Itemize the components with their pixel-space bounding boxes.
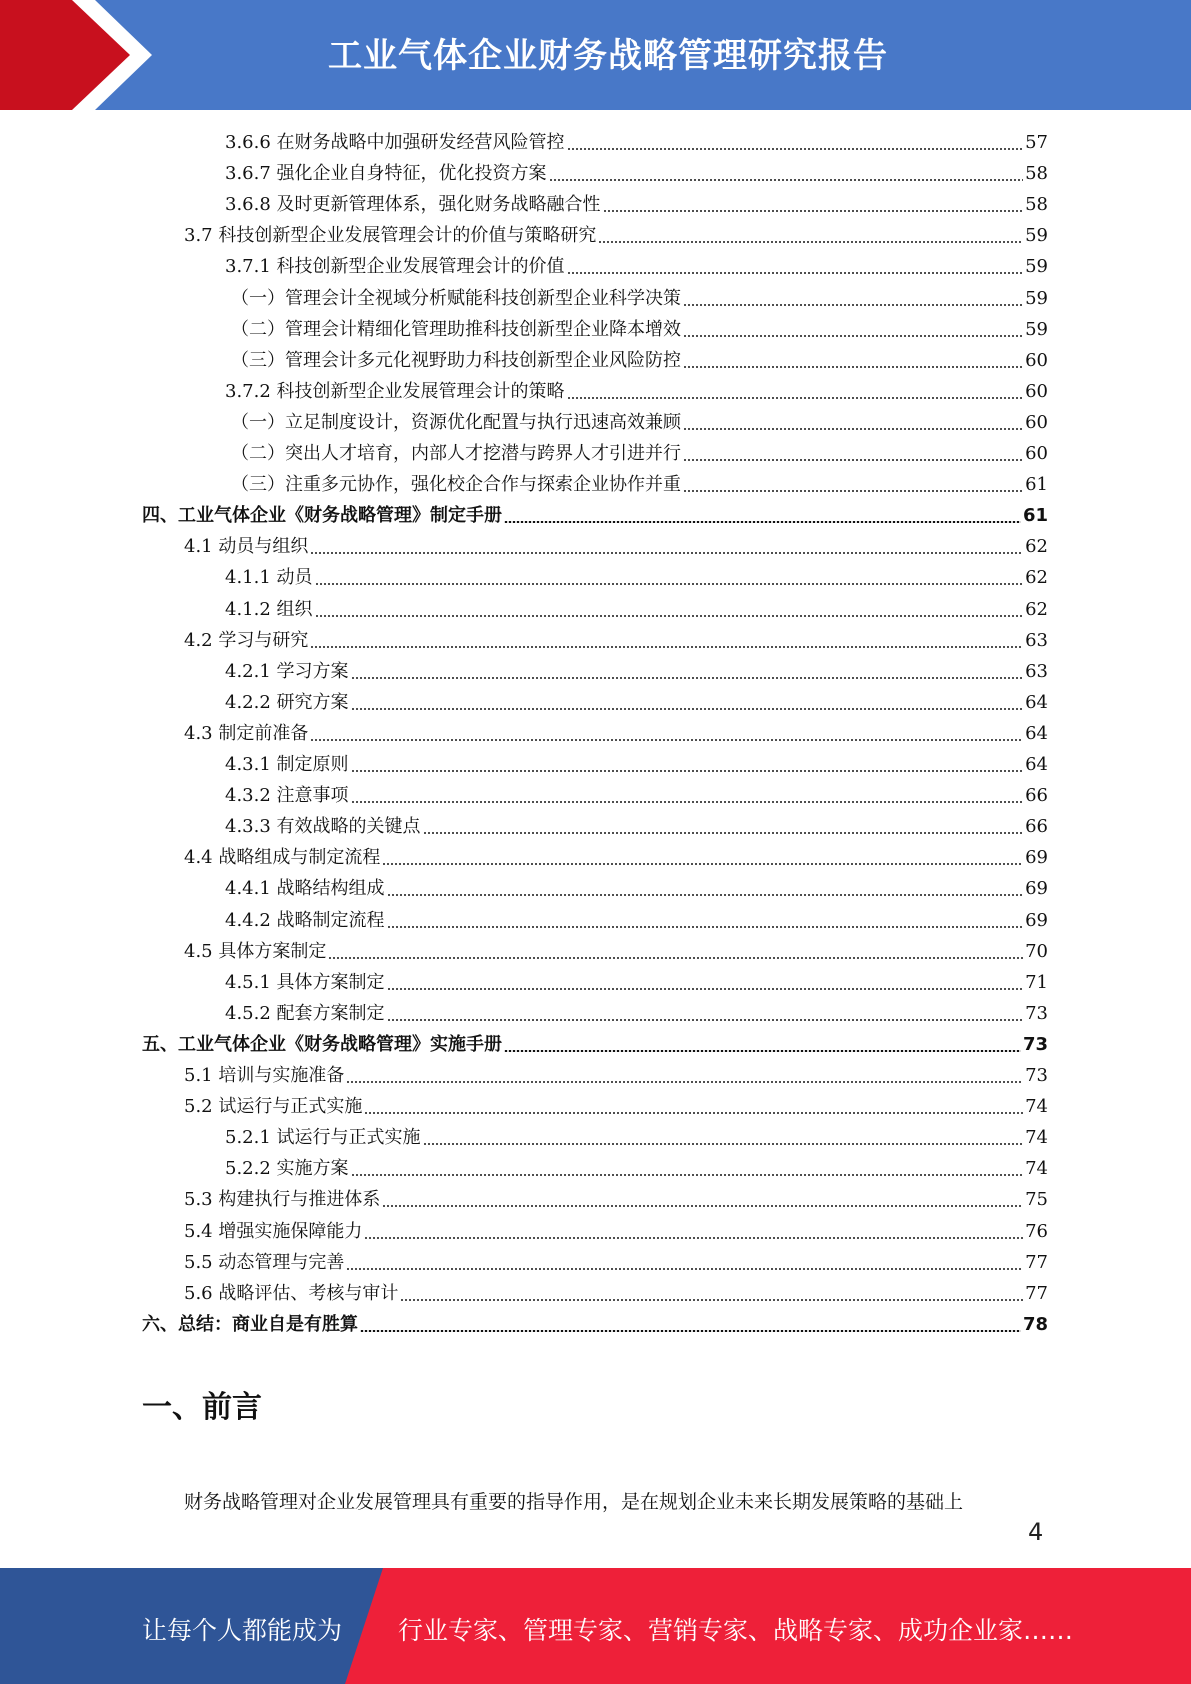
- toc-entry[interactable]: [231, 345, 1048, 376]
- toc-entry[interactable]: [225, 967, 1048, 998]
- toc-dot-leader: [387, 1019, 1024, 1021]
- toc-dot-leader: [598, 241, 1023, 243]
- toc-entry[interactable]: [225, 376, 1048, 407]
- toc-dot-leader: [387, 894, 1024, 896]
- page-header: [0, 0, 1191, 110]
- toc-entry-page: 63: [1025, 660, 1048, 682]
- toc-entry-page: 57: [1025, 132, 1048, 153]
- toc-entry-title: 五、工业气体企业《财务战略管理》实施手册: [142, 1033, 502, 1055]
- toc-entry[interactable]: [225, 127, 1048, 158]
- toc-entry-page: 71: [1025, 971, 1048, 993]
- toc-dot-leader: [504, 521, 1021, 523]
- toc-entry-title: 4.2 学习与研究: [184, 629, 309, 651]
- toc-entry-title: 4.3.2 注意事项: [225, 785, 349, 807]
- toc-entry-page: 66: [1025, 816, 1048, 838]
- toc-entry[interactable]: [225, 873, 1048, 904]
- toc-entry-title: （二）突出人才培育，内部人才挖潜与跨界人才引进并行: [231, 443, 681, 464]
- toc-entry-page: 74: [1025, 1158, 1048, 1180]
- toc-dot-leader: [382, 863, 1023, 865]
- toc-entry-title: 5.6 战略评估、考核与审计: [184, 1282, 399, 1304]
- toc-entry-page: 74: [1025, 1127, 1048, 1149]
- toc-entry[interactable]: [225, 562, 1048, 593]
- toc-entry-page: 64: [1025, 722, 1048, 744]
- toc-entry-title: 4.5.1 具体方案制定: [225, 971, 385, 993]
- toc-dot-leader: [400, 1299, 1023, 1301]
- toc-entry-title: 4.1.1 动员: [225, 567, 313, 589]
- toc-entry-page: 60: [1025, 349, 1048, 371]
- toc-entry-page: 58: [1025, 163, 1048, 185]
- toc-entry-page: 69: [1025, 847, 1048, 869]
- toc-dot-leader: [328, 957, 1023, 959]
- toc-entry-title: 4.3.1 制定原则: [225, 754, 349, 775]
- footer-slogan-left: 让每个人都能成为: [142, 1616, 343, 1645]
- toc-entry-page: 75: [1025, 1189, 1048, 1211]
- toc-entry[interactable]: [231, 283, 1048, 314]
- toc-dot-leader: [310, 646, 1023, 648]
- toc-entry-title: 5.2.2 实施方案: [225, 1158, 349, 1180]
- toc-dot-leader: [567, 272, 1024, 274]
- toc-entry-title: 六、总结：商业自是有胜算: [142, 1313, 358, 1335]
- toc-entry[interactable]: [142, 500, 1048, 531]
- toc-entry-page: 62: [1025, 598, 1048, 620]
- toc-entry[interactable]: [184, 531, 1048, 562]
- toc-dot-leader: [683, 366, 1023, 368]
- toc-entry-title: 4.5 具体方案制定: [184, 940, 327, 962]
- toc-dot-leader: [387, 988, 1024, 990]
- toc-entry-title: 4.4.2 战略制定流程: [225, 909, 385, 931]
- toc-entry-title: 4.4.1 战略结构组成: [225, 878, 385, 900]
- toc-entry[interactable]: [231, 438, 1048, 469]
- toc-entry-page: 77: [1025, 1282, 1048, 1304]
- toc-entry[interactable]: [184, 1247, 1048, 1278]
- toc-entry-page: 64: [1025, 691, 1048, 713]
- toc-entry-page: 70: [1025, 940, 1048, 962]
- toc-dot-leader: [351, 770, 1024, 772]
- toc-entry[interactable]: [184, 936, 1048, 967]
- toc-entry[interactable]: [225, 811, 1048, 842]
- toc-entry-title: 5.5 动态管理与完善: [184, 1251, 345, 1273]
- toc-entry[interactable]: [184, 1060, 1048, 1091]
- toc-entry-page: 59: [1025, 318, 1048, 340]
- toc-entry-title: 4.2.1 学习方案: [225, 660, 349, 682]
- toc-entry-title: 3.6.6 在财务战略中加强研发经营风险管控: [225, 132, 565, 153]
- toc-entry[interactable]: [184, 718, 1048, 749]
- toc-entry[interactable]: [225, 905, 1048, 936]
- toc-dot-leader: [683, 304, 1023, 306]
- toc-entry[interactable]: [184, 1216, 1048, 1247]
- toc-entry-page: 62: [1025, 567, 1048, 589]
- toc-dot-leader: [310, 739, 1023, 741]
- toc-entry[interactable]: [225, 998, 1048, 1029]
- toc-dot-leader: [364, 1237, 1023, 1239]
- toc-dot-leader: [351, 1174, 1024, 1176]
- toc-entry[interactable]: [225, 656, 1048, 687]
- footer-slogan-right: 行业专家、管理专家、营销专家、战略专家、成功企业家……: [398, 1616, 1074, 1645]
- toc-entry-title: 4.3.3 有效战略的关键点: [225, 816, 421, 838]
- toc-dot-leader: [382, 1205, 1023, 1207]
- toc-dot-leader: [423, 1143, 1024, 1145]
- toc-dot-leader: [603, 210, 1024, 212]
- toc-entry-page: 61: [1025, 474, 1048, 496]
- toc-dot-leader: [351, 677, 1024, 679]
- toc-dot-leader: [315, 583, 1024, 585]
- toc-entry[interactable]: [225, 749, 1048, 780]
- toc-entry-page: 58: [1025, 194, 1048, 216]
- toc-entry[interactable]: [225, 687, 1048, 718]
- toc-entry-page: 73: [1022, 1033, 1048, 1055]
- toc-dot-leader: [346, 1081, 1023, 1083]
- toc-entry[interactable]: [231, 314, 1048, 345]
- toc-dot-leader: [549, 179, 1024, 181]
- toc-dot-leader: [364, 1112, 1023, 1114]
- toc-dot-leader: [683, 459, 1023, 461]
- toc-entry[interactable]: [184, 842, 1048, 873]
- toc-entry-page: 69: [1025, 878, 1048, 900]
- toc-entry[interactable]: [231, 469, 1048, 500]
- toc-dot-leader: [504, 1050, 1021, 1052]
- toc-entry-title: 4.5.2 配套方案制定: [225, 1002, 385, 1024]
- toc-entry[interactable]: [184, 1091, 1048, 1122]
- toc-entry[interactable]: [231, 407, 1048, 438]
- toc-entry-page: 64: [1025, 754, 1048, 775]
- toc-entry-page: 59: [1025, 287, 1048, 309]
- page-footer: [0, 1568, 1191, 1684]
- toc-dot-leader: [351, 708, 1024, 710]
- toc-entry-page: 60: [1025, 411, 1048, 433]
- toc-entry-title: 3.7 科技创新型企业发展管理会计的价值与策略研究: [184, 225, 597, 247]
- toc-entry-title: 四、工业气体企业《财务战略管理》制定手册: [142, 505, 502, 527]
- toc-dot-leader: [423, 832, 1024, 834]
- toc-entry-page: 76: [1025, 1220, 1048, 1242]
- toc-dot-leader: [683, 335, 1023, 337]
- toc-entry-page: 73: [1025, 1065, 1048, 1086]
- toc-dot-leader: [351, 801, 1024, 803]
- toc-entry-title: 5.1 培训与实施准备: [184, 1065, 345, 1086]
- toc-entry-title: 3.7.1 科技创新型企业发展管理会计的价值: [225, 256, 565, 278]
- toc-entry-title: （三）注重多元协作，强化校企合作与探索企业协作并重: [231, 474, 681, 496]
- toc-dot-leader: [683, 490, 1023, 492]
- toc-entry-title: （一）管理会计全视域分析赋能科技创新型企业科学决策: [231, 287, 681, 309]
- document-title: 工业气体企业财务战略管理研究报告: [328, 36, 888, 76]
- toc-dot-leader: [360, 1330, 1021, 1332]
- toc-entry[interactable]: [225, 158, 1048, 189]
- toc-entry-title: 4.4 战略组成与制定流程: [184, 847, 381, 869]
- toc-entry[interactable]: [225, 1122, 1048, 1153]
- toc-dot-leader: [387, 926, 1024, 928]
- toc-entry-title: 4.1 动员与组织: [184, 536, 309, 558]
- toc-entry[interactable]: [184, 1184, 1048, 1215]
- toc-entry-page: 63: [1025, 629, 1048, 651]
- toc-entry[interactable]: [142, 1029, 1048, 1060]
- toc-entry[interactable]: [225, 189, 1048, 220]
- page-number: 4: [1028, 1518, 1044, 1546]
- toc-entry-page: 74: [1025, 1096, 1048, 1118]
- toc-entry-title: （三）管理会计多元化视野助力科技创新型企业风险防控: [231, 349, 681, 371]
- toc-entry-page: 77: [1025, 1251, 1048, 1273]
- body-paragraph: 财务战略管理对企业发展管理具有重要的指导作用，是在规划企业未来长期发展策略的基础上: [184, 1491, 964, 1513]
- toc-dot-leader: [567, 148, 1024, 150]
- toc-entry-page: 73: [1025, 1002, 1048, 1024]
- toc-entry-page: 78: [1022, 1313, 1048, 1335]
- toc-entry-title: 3.6.8 及时更新管理体系，强化财务战略融合性: [225, 194, 601, 216]
- toc-entry[interactable]: [225, 251, 1048, 282]
- toc-entry-page: 60: [1025, 443, 1048, 464]
- toc-dot-leader: [567, 397, 1024, 399]
- toc-entry-page: 69: [1025, 909, 1048, 931]
- toc-entry[interactable]: [225, 594, 1048, 625]
- toc-entry-title: 3.6.7 强化企业自身特征，优化投资方案: [225, 163, 547, 185]
- toc-entry-page: 61: [1022, 505, 1048, 527]
- toc-entry[interactable]: [184, 625, 1048, 656]
- toc-entry-title: 5.2.1 试运行与正式实施: [225, 1127, 421, 1149]
- toc-dot-leader: [346, 1268, 1023, 1270]
- toc-entry-title: 4.2.2 研究方案: [225, 691, 349, 713]
- toc-entry-page: 59: [1025, 225, 1048, 247]
- toc-entry-title: 3.7.2 科技创新型企业发展管理会计的策略: [225, 380, 565, 402]
- toc-entry[interactable]: [142, 1309, 1048, 1340]
- toc-entry[interactable]: [184, 220, 1048, 251]
- section-heading: 一、前言: [142, 1390, 262, 1425]
- toc-dot-leader: [310, 552, 1023, 554]
- toc-entry-title: 4.3 制定前准备: [184, 722, 309, 744]
- toc-entry-page: 59: [1025, 256, 1048, 278]
- toc-entry-title: 5.3 构建执行与推进体系: [184, 1189, 381, 1211]
- toc-entry-page: 66: [1025, 785, 1048, 807]
- toc-entry-title: （一）立足制度设计，资源优化配置与执行迅速高效兼顾: [231, 411, 681, 433]
- toc-entry-title: 5.4 增强实施保障能力: [184, 1220, 363, 1242]
- toc-dot-leader: [683, 428, 1023, 430]
- toc-entry[interactable]: [225, 780, 1048, 811]
- toc-entry[interactable]: [184, 1278, 1048, 1309]
- toc-entry-page: 62: [1025, 536, 1048, 558]
- toc-dot-leader: [315, 615, 1024, 617]
- toc-entry-title: 4.1.2 组织: [225, 598, 313, 620]
- toc-entry-page: 60: [1025, 380, 1048, 402]
- toc-entry[interactable]: [225, 1153, 1048, 1184]
- toc-entry-title: （二）管理会计精细化管理助推科技创新型企业降本增效: [231, 318, 681, 340]
- toc-entry-title: 5.2 试运行与正式实施: [184, 1096, 363, 1118]
